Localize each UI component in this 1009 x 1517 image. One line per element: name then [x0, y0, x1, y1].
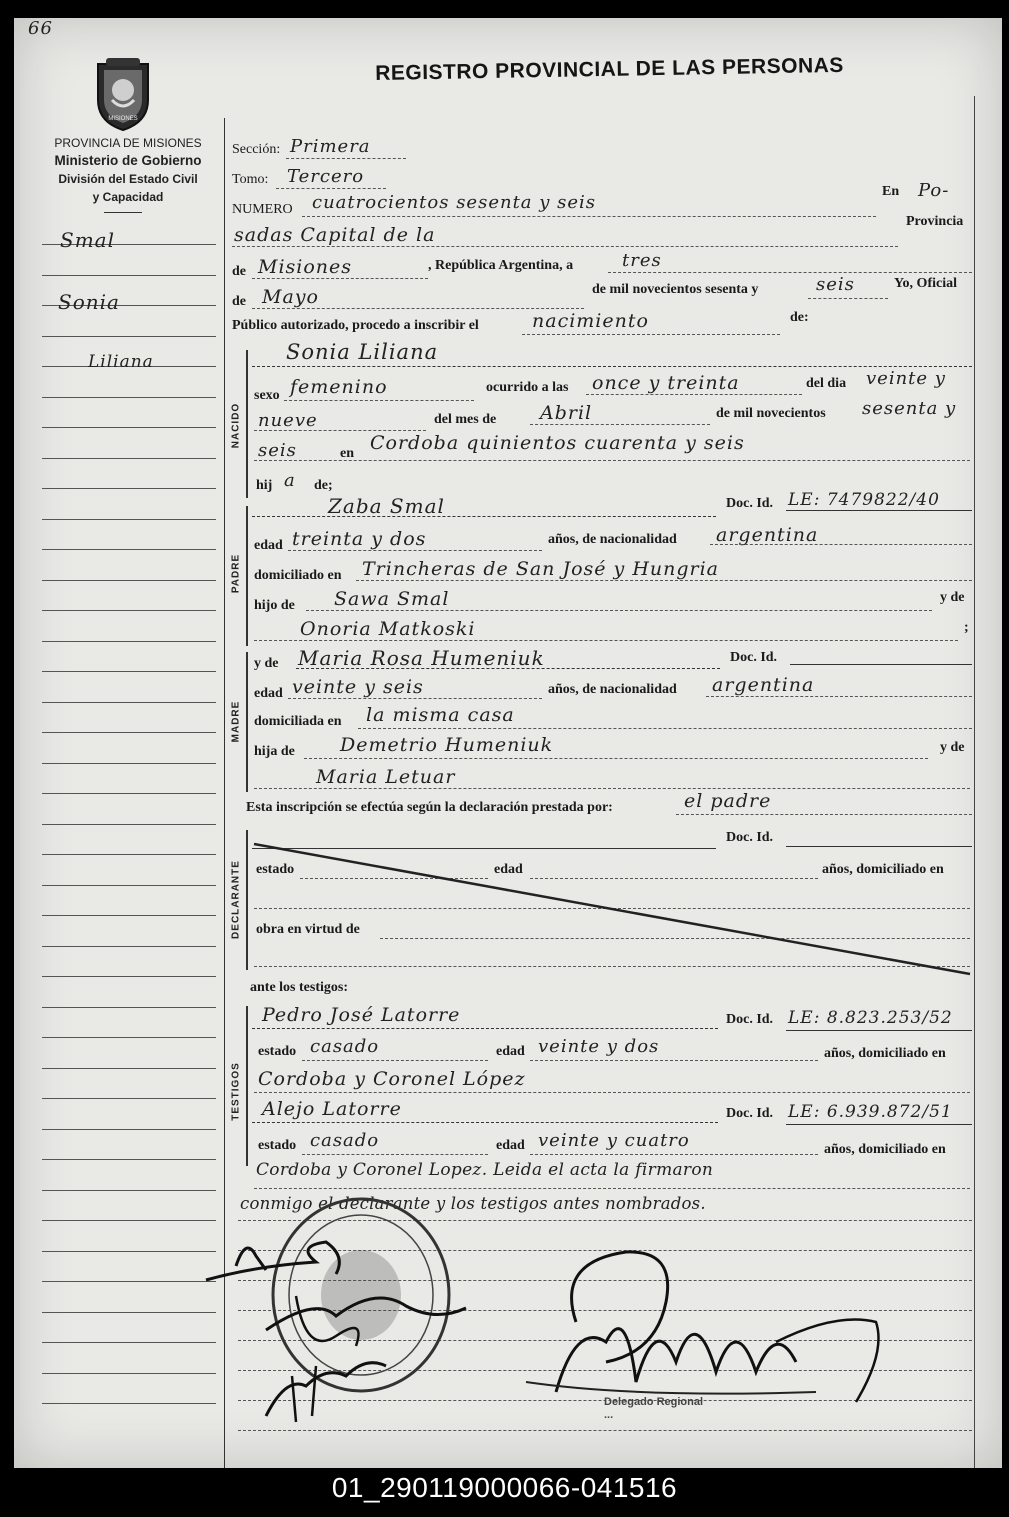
witness1-doc-value: LE: 8.823.253/52 — [788, 1008, 953, 1028]
margin-rule — [42, 1312, 216, 1313]
margin-rule — [42, 1251, 216, 1252]
semicolon: ; — [964, 620, 969, 635]
father-domicilio-label: domiciliado en — [254, 568, 342, 583]
margin-rule — [42, 336, 216, 337]
mother-mother-value: Maria Letuar — [316, 766, 456, 788]
declarante-obra-label: obra en virtud de — [256, 922, 360, 937]
witness2-estado-label: estado — [258, 1138, 297, 1153]
month-value: Mayo — [262, 286, 319, 308]
org-division: División del Estado Civil — [58, 172, 198, 186]
en-place-label: en — [340, 446, 354, 461]
ante-testigos-label: ante los testigos: — [250, 980, 348, 995]
margin-rule — [42, 1342, 216, 1343]
margin-rule — [42, 915, 216, 916]
witness1-estado-value: casado — [310, 1036, 380, 1057]
declarante-anos-label: años, domiciliado en — [822, 862, 944, 877]
numero-value: cuatrocientos sesenta y seis — [312, 192, 597, 213]
father-hijo-label: hijo de — [254, 598, 295, 613]
margin-surname: Smal — [60, 228, 115, 252]
hour-value: once y treinta — [592, 372, 740, 394]
mother-edad-value: veinte y seis — [292, 676, 424, 698]
en-label: En — [882, 184, 900, 199]
org-ministry: Ministerio de Gobierno — [54, 153, 202, 168]
margin-rule — [42, 1403, 216, 1404]
sexo-value: femenino — [290, 376, 388, 398]
margin-rule — [42, 1129, 216, 1130]
padre-section-label: PADRE — [230, 553, 242, 594]
witness2-edad-label: edad — [496, 1138, 525, 1153]
witness2-name: Alejo Latorre — [262, 1098, 402, 1120]
file-id: 01_290119000066-041516 — [0, 1468, 1009, 1517]
testigos-section-label: TESTIGOS — [230, 1062, 242, 1121]
margin-rule — [42, 275, 216, 276]
margin-rule — [42, 946, 216, 947]
margin-rule — [42, 580, 216, 581]
margin-rule — [42, 519, 216, 520]
witness2-edad-value: veinte y cuatro — [538, 1130, 690, 1151]
crest-text: MISIONES — [108, 116, 138, 122]
seccion-label: Sección: — [232, 142, 281, 157]
official-signature-icon — [516, 1242, 896, 1432]
stamp-line1: Delegado Regional — [604, 1396, 704, 1408]
margin-rule — [42, 1190, 216, 1191]
declarante-bracket — [246, 830, 248, 970]
madre-bracket — [246, 652, 248, 792]
margin-rule — [42, 793, 216, 794]
father-father-value: Sawa Smal — [334, 588, 450, 610]
margin-rule — [42, 488, 216, 489]
nacido-bracket — [246, 350, 248, 498]
nacido-section-label: NACIDO — [230, 402, 242, 449]
father-nacionalidad-value: argentina — [716, 524, 819, 546]
org-capacity: y Capacidad — [92, 190, 164, 204]
year-label: de mil novecientos sesenta y — [592, 282, 759, 297]
witness2-anos-label: años, domiciliado en — [824, 1142, 946, 1157]
republica-label: , República Argentina, a — [428, 258, 574, 273]
city-part1: Po- — [918, 180, 950, 201]
father-doc-label: Doc. Id. — [726, 496, 774, 511]
mother-name: Maria Rosa Humeniuk — [298, 646, 545, 670]
mother-y-de-label: y de — [254, 656, 279, 671]
margin-rule — [42, 610, 216, 611]
margin-rule — [42, 1098, 216, 1099]
publico-label: Público autorizado, procedo a inscribir el — [232, 318, 479, 333]
child-name: Sonia Liliana — [286, 340, 439, 364]
oficial-label: Yo, Oficial — [894, 276, 957, 291]
right-border — [974, 96, 975, 1468]
father-mother-value: Onoria Matkoski — [300, 618, 476, 640]
witness2-estado-value: casado — [310, 1130, 380, 1151]
declarante-estado-label: estado — [256, 862, 295, 877]
declaracion-label: Esta inscripción se efectúa según la declaración prestada por: — [246, 800, 613, 815]
year-value: seis — [816, 274, 855, 295]
father-domicilio-value: Trincheras de San José y Hungria — [362, 558, 720, 580]
closing-line: conmigo el declarante y los testigos antes nombrados. — [240, 1194, 706, 1213]
city-part2: sadas Capital de la — [234, 224, 436, 246]
witness1-edad-label: edad — [496, 1044, 525, 1059]
birth-day-value-2: nueve — [258, 410, 318, 431]
mother-edad-label: edad — [254, 686, 283, 701]
margin-rule — [42, 1159, 216, 1160]
testigos-bracket — [246, 1006, 248, 1166]
margin-rule — [42, 641, 216, 642]
margin-middle-name: Liliana — [88, 352, 154, 372]
act-type-value: nacimiento — [532, 310, 649, 332]
margin-rule — [42, 397, 216, 398]
mother-doc-label: Doc. Id. — [730, 650, 778, 665]
mother-father-value: Demetrio Humeniuk — [340, 734, 554, 756]
de-label-1: de — [232, 264, 246, 279]
margin-rule — [42, 1037, 216, 1038]
mother-domicilio-label: domiciliada en — [254, 714, 342, 729]
page-number: 66 — [28, 18, 53, 39]
provincial-crest-icon — [90, 56, 156, 132]
birth-day-value-1: veinte y — [866, 368, 946, 389]
declarante-section-label: DECLARANTE — [230, 860, 242, 939]
padre-bracket — [246, 506, 248, 646]
tomo-value: Tercero — [287, 166, 365, 187]
stamp-line2: ... — [604, 1409, 614, 1421]
sexo-label: sexo — [254, 388, 280, 403]
margin-rule — [42, 1220, 216, 1221]
margin-rule — [42, 854, 216, 855]
hij-label: hij — [256, 478, 273, 493]
margin-rule — [42, 549, 216, 550]
margin-rule — [42, 763, 216, 764]
seccion-value: Primera — [290, 136, 371, 157]
mother-domicilio-value: la misma casa — [366, 704, 515, 726]
witness1-domicilio: Cordoba y Coronel López — [258, 1068, 526, 1090]
father-y-de-label: y de — [940, 590, 965, 605]
de-colon-label: de: — [790, 310, 809, 325]
witness1-anos-label: años, domiciliado en — [824, 1046, 946, 1061]
birth-place-value: Cordoba quinientos cuarenta y seis — [370, 432, 745, 454]
de-label-2: de — [232, 294, 246, 309]
birth-month-value: Abril — [540, 402, 593, 424]
mother-y-de-label2: y de — [940, 740, 965, 755]
mes-label: del mes de — [434, 412, 497, 427]
cancellation-strike — [250, 836, 974, 976]
margin-rule — [42, 702, 216, 703]
margin-rule — [42, 427, 216, 428]
hij-value: a — [284, 470, 296, 491]
margin-rule — [42, 1281, 216, 1282]
tomo-label: Tomo: — [232, 172, 269, 187]
margin-first-name: Sonia — [58, 290, 120, 314]
org-province: PROVINCIA DE MISIONES — [54, 136, 202, 150]
provincia-label: Provincia — [906, 214, 964, 229]
margin-rule — [42, 671, 216, 672]
margin-rule — [42, 1068, 216, 1069]
witness1-doc-label: Doc. Id. — [726, 1012, 774, 1027]
witness2-domicilio: Cordoba y Coronel Lopez. Leida el acta la firmaron — [256, 1160, 714, 1180]
witness2-doc-value: LE: 6.939.872/51 — [788, 1102, 953, 1122]
father-doc-value: LE: 7479822/40 — [788, 490, 940, 510]
province-value: Misiones — [258, 256, 353, 278]
father-edad-label: edad — [254, 538, 283, 553]
day-value: tres — [622, 250, 662, 271]
page-title: REGISTRO PROVINCIAL DE LAS PERSONAS — [375, 53, 845, 85]
father-nacionalidad-label: años, de nacionalidad — [548, 532, 677, 547]
witness1-name: Pedro José Latorre — [262, 1004, 461, 1026]
mother-hija-label: hija de — [254, 744, 295, 759]
issuing-authority — [28, 134, 228, 206]
witness2-doc-label: Doc. Id. — [726, 1106, 774, 1121]
margin-rule — [42, 732, 216, 733]
declaracion-value: el padre — [684, 790, 772, 812]
margin-rule — [42, 1373, 216, 1374]
witness1-estado-label: estado — [258, 1044, 297, 1059]
margin-rule — [42, 1007, 216, 1008]
declarante-edad-label: edad — [494, 862, 523, 877]
margin-rule — [42, 824, 216, 825]
declarante-doc-label: Doc. Id. — [726, 830, 774, 845]
father-edad-value: treinta y dos — [292, 528, 427, 550]
margin-rule — [42, 976, 216, 977]
official-stamp — [604, 1396, 703, 1422]
father-name: Zaba Smal — [328, 494, 445, 518]
hij-de-label: de; — [314, 478, 333, 493]
mother-nacionalidad-value: argentina — [712, 674, 815, 696]
birth-year-label: de mil novecientos — [716, 406, 826, 421]
birth-year-value-2: seis — [258, 440, 297, 461]
margin-rule — [42, 458, 216, 459]
witness1-edad-value: veinte y dos — [538, 1036, 660, 1057]
witness-signatures-icon — [196, 1226, 486, 1426]
del-dia-label: del dia — [806, 376, 847, 391]
madre-section-label: MADRE — [230, 700, 242, 743]
margin-rule — [42, 885, 216, 886]
birth-year-value-1: sesenta y — [862, 398, 957, 419]
mother-nacionalidad-label: años, de nacionalidad — [548, 682, 677, 697]
ocurrido-label: ocurrido a las — [486, 380, 569, 395]
numero-label: NUMERO — [232, 202, 293, 217]
